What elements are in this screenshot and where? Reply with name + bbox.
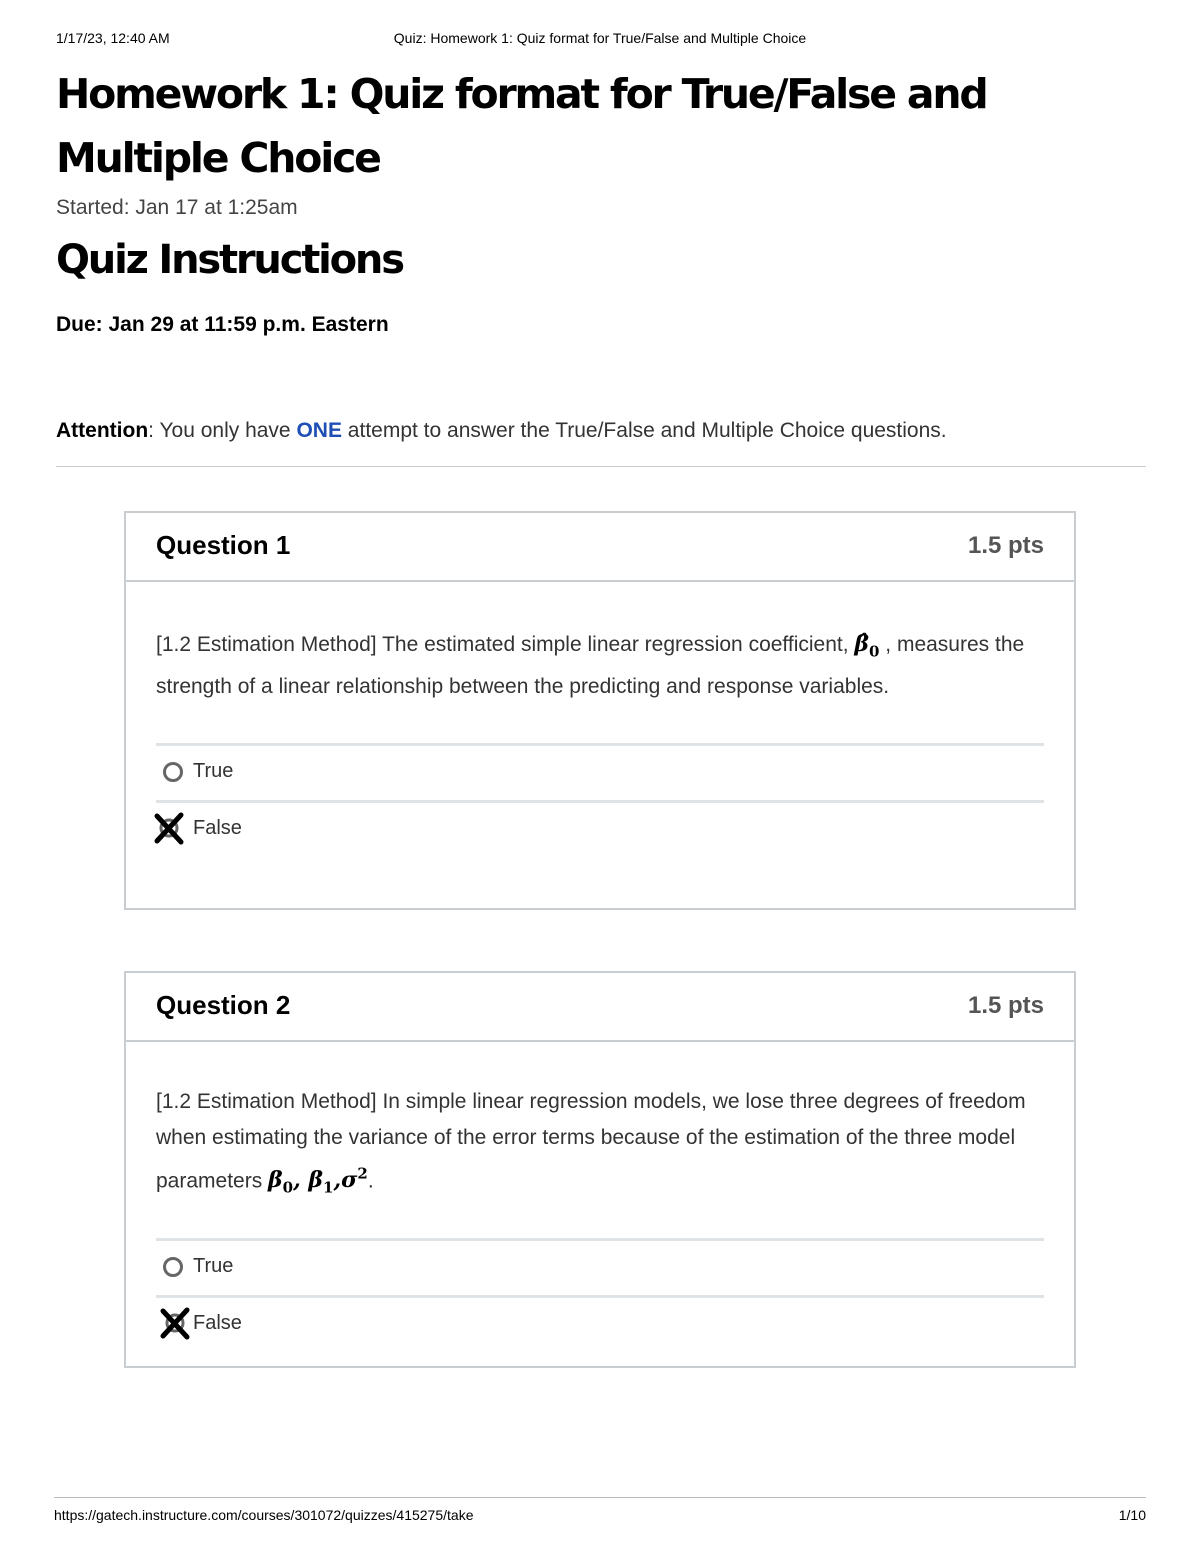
attention-post: attempt to answer the True/False and Multiple Choice questions. — [341, 419, 947, 442]
print-url: https://gatech.instructure.com/courses/301072/quizzes/415275/take — [54, 1507, 474, 1523]
math-parameters — [268, 1165, 368, 1197]
answer-false[interactable] — [156, 1295, 1044, 1352]
answer-label: True — [193, 760, 234, 783]
question-name: Question 2 — [156, 990, 291, 1020]
page-number: 1/10 — [1118, 1507, 1146, 1523]
answer-list — [156, 743, 1044, 857]
math-symbol: β̂ — [854, 631, 870, 657]
question-2 — [124, 971, 1076, 1368]
math-beta: β — [268, 1167, 283, 1194]
question-points: 1.5 pts — [967, 532, 1044, 559]
incorrect-x-icon — [158, 1306, 192, 1340]
answer-label: True — [193, 1254, 234, 1277]
math-separator: , — [333, 1167, 342, 1194]
due-date: Due: Jan 29 at 11:59 p.m. Eastern — [56, 313, 389, 336]
print-header — [56, 30, 1144, 50]
instructions-title: Quiz Instructions — [56, 237, 403, 283]
question-points: 1.5 pts — [967, 992, 1044, 1019]
print-footer — [54, 1497, 1146, 1538]
quiz-title: Homework 1: Quiz format for True/False and Multiple Choice — [56, 70, 987, 182]
math-sigma: σ — [341, 1167, 358, 1194]
math-superscript: 2 — [357, 1165, 368, 1183]
question-header — [126, 973, 1074, 1042]
incorrect-x-icon — [152, 811, 186, 845]
answer-false[interactable] — [156, 800, 1044, 857]
radio-button[interactable] — [163, 1257, 183, 1277]
question-header — [126, 513, 1074, 582]
question-text-before: [1.2 Estimation Method] The estimated simple linear regression coefficient, — [156, 633, 855, 656]
divider — [56, 466, 1146, 467]
answer-label: False — [193, 1311, 242, 1334]
question-1 — [124, 511, 1076, 910]
attention-notice — [56, 419, 947, 443]
question-text — [156, 1084, 1044, 1206]
answer-label: False — [193, 817, 242, 840]
math-beta: β — [308, 1167, 324, 1194]
math-subscript: 1 — [323, 1178, 334, 1197]
answer-true[interactable] — [156, 743, 1044, 800]
question-text-after: , measures the strength of a linear relationship between the predicting and response variables. — [156, 633, 1025, 699]
answer-true[interactable] — [156, 1238, 1044, 1295]
print-date: 1/17/23, 12:40 AM — [56, 30, 170, 46]
math-beta-hat-0 — [854, 631, 880, 661]
print-page-title: Quiz: Homework 1: Quiz format for True/False and Multiple Choice — [393, 30, 807, 46]
question-text-before: [1.2 Estimation Method] In simple linear regression models, we lose three degrees of freedom when estimating the variance of the error terms because of the estimation of the three model parameters — [156, 1090, 1026, 1193]
math-separator: , — [293, 1167, 309, 1194]
attention-emphasis: ONE — [296, 419, 342, 442]
math-subscript: 0 — [869, 642, 880, 661]
answer-list — [156, 1238, 1044, 1352]
question-text — [156, 626, 1044, 705]
attention-label: Attention — [56, 419, 149, 442]
question-name: Question 1 — [156, 530, 291, 560]
attention-pre: : You only have — [148, 419, 297, 442]
question-text-after: . — [367, 1169, 374, 1193]
started-time: Started: Jan 17 at 1:25am — [56, 196, 298, 219]
math-subscript: 0 — [282, 1178, 294, 1197]
radio-button[interactable] — [163, 762, 183, 782]
